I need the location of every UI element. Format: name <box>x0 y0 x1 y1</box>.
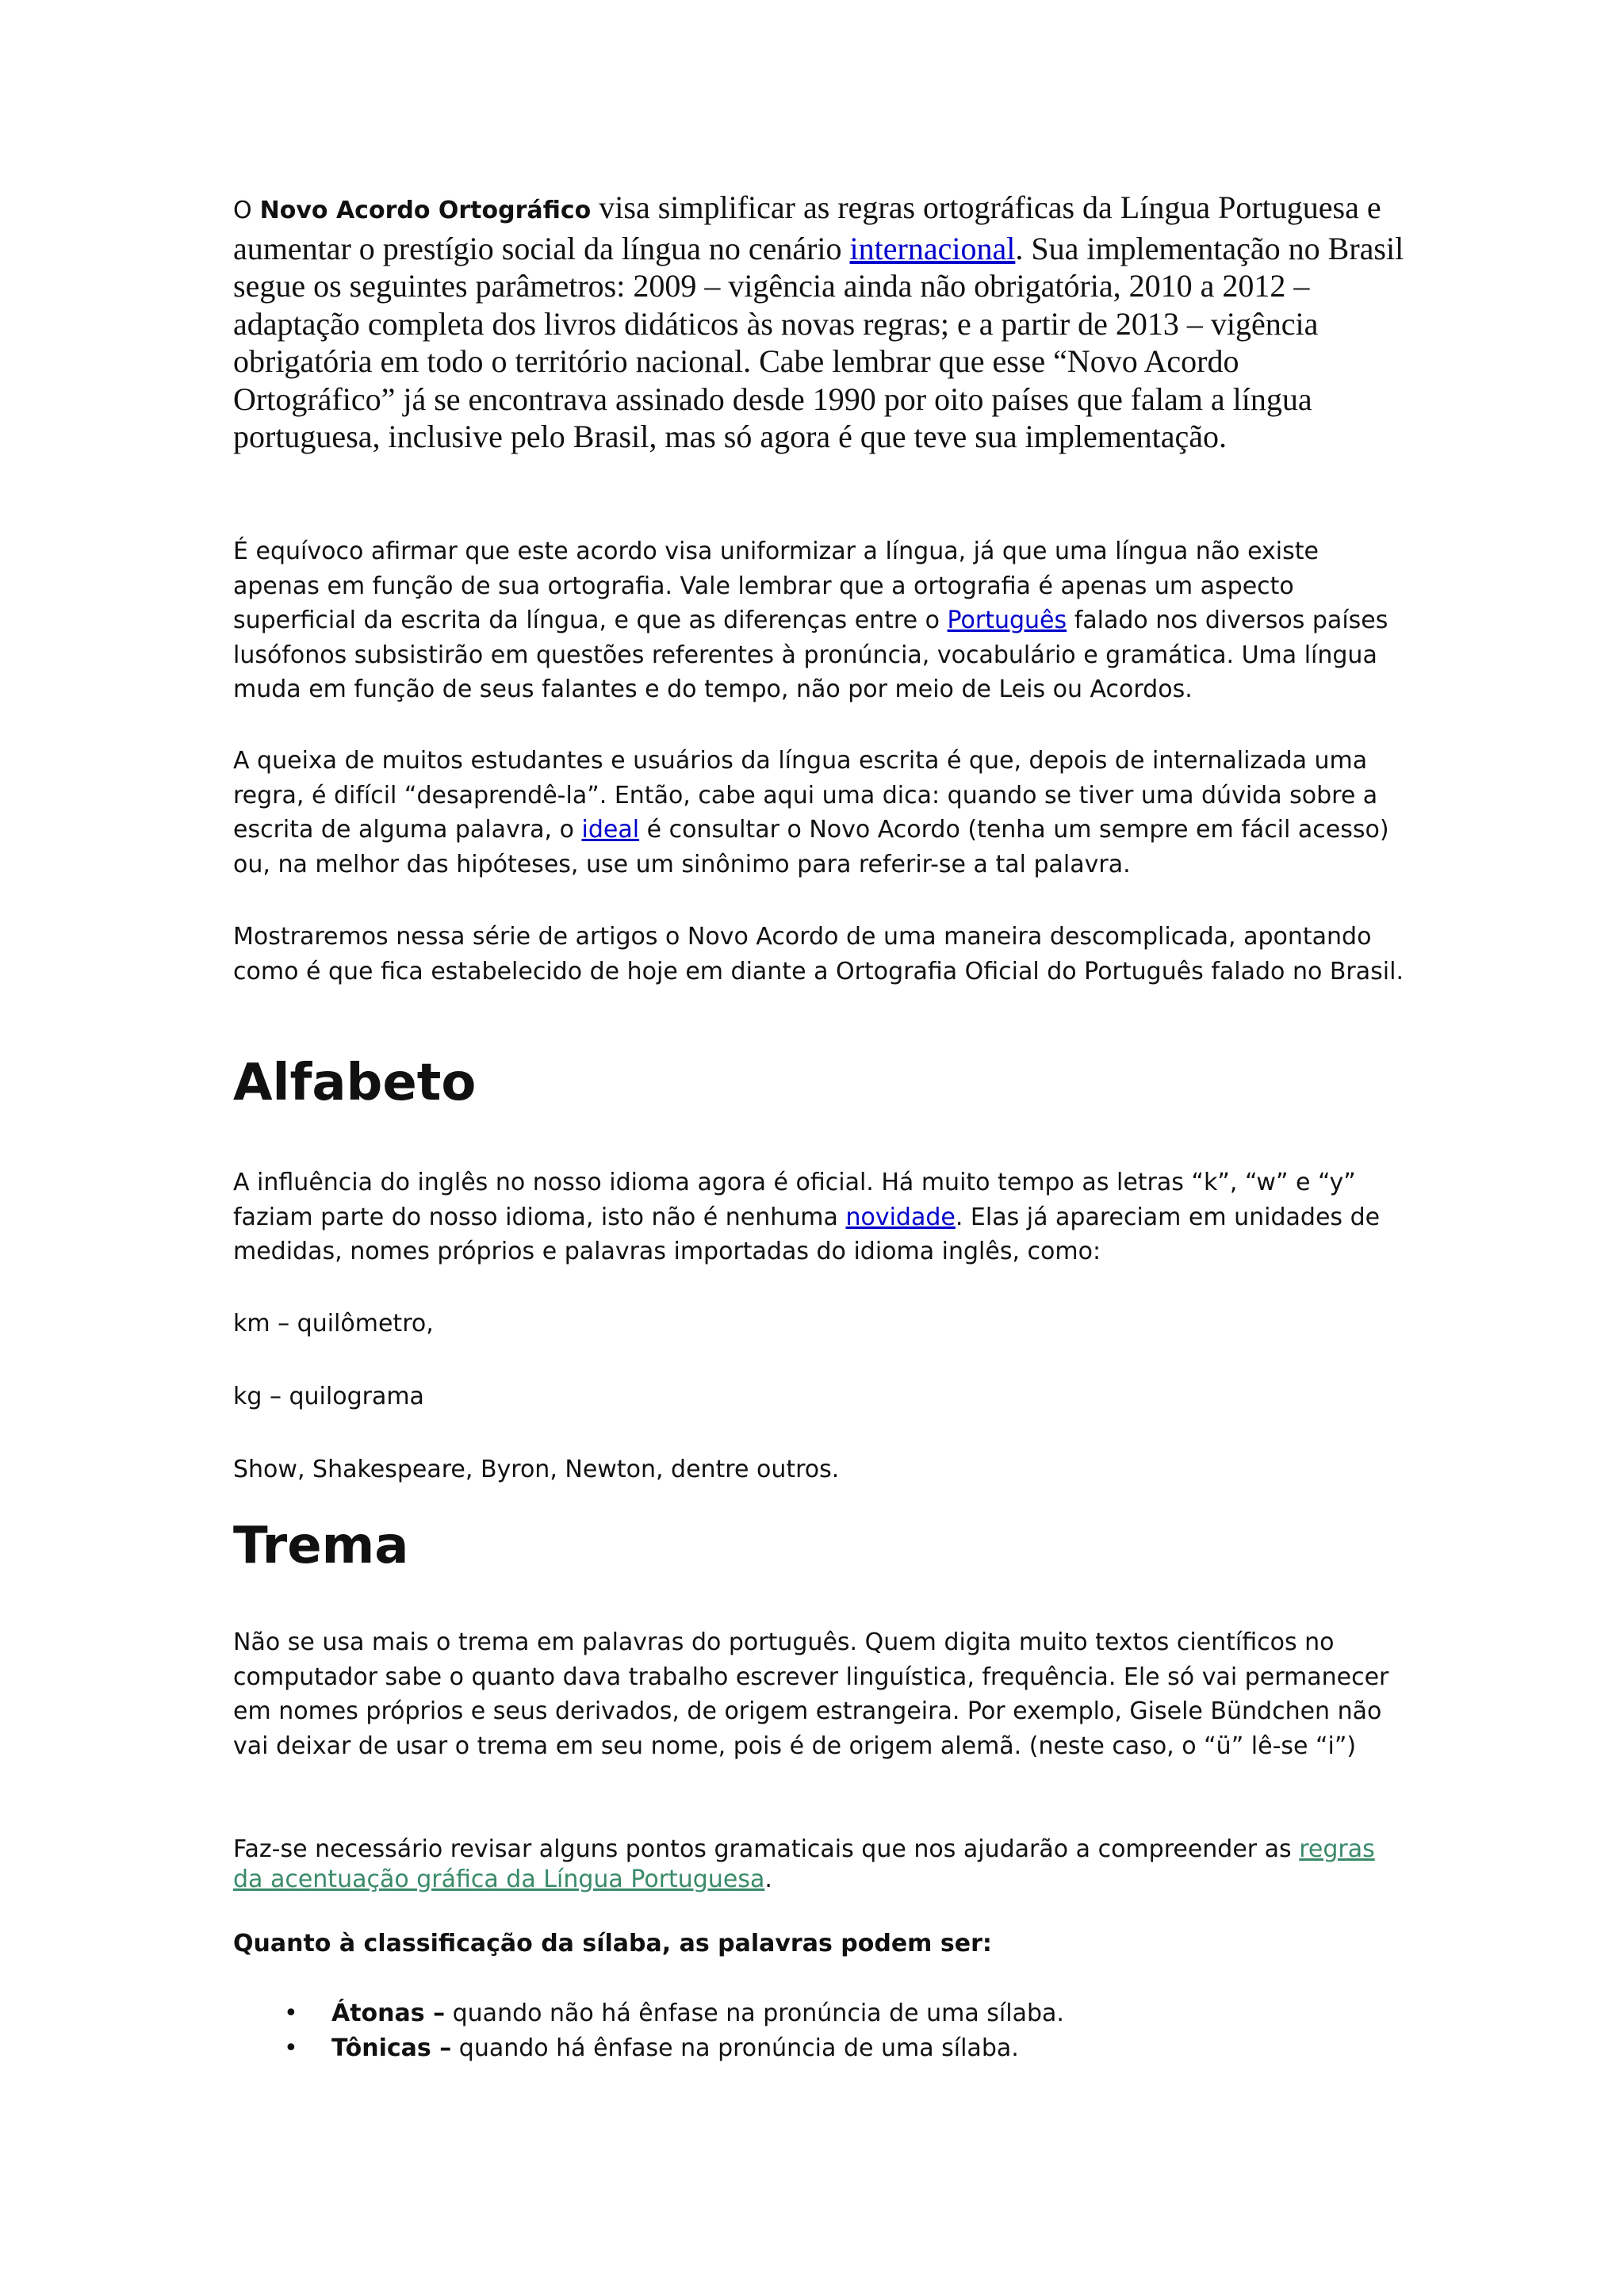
heading-alfabeto: Alfabeto <box>233 1054 477 1112</box>
revisar-text-1: Faz-se necessário revisar alguns pontos gramaticais que nos ajudarão a compreender as <box>233 1835 1292 1863</box>
paragraph-revisar <box>233 1835 1407 1895</box>
para2-text-1: É equívoco afirmar que este acordo visa uniformizar a língua, já que uma língua não existe apenas em função de sua ortografia. Vale lembrar que a ortografia é apenas um aspecto superficial da escrita da língua, e que as diferenças entre o <box>233 538 1319 634</box>
example-kg: kg – quilograma <box>233 1383 424 1410</box>
paragraph-alfabeto <box>233 1165 1407 1269</box>
paragraph-trema: Não se usa mais o trema em palavras do português. Quem digita muito textos científicos no computador sabe o quanto dava trabalho escrever linguística, frequência. Ele só vai permanecer em nomes próprios e seus derivados, de origem estrangeira. Por exemplo, Gisele Bündchen não vai deixar de usar o trema em seu nome, pois é de origem alemã. (neste caso, o “ü” lê-se “i”) <box>233 1628 1389 1760</box>
paragraph-queixa <box>233 744 1407 882</box>
intro-text-1: visa simplificar as regras ortográficas da Língua Portuguesa e aumentar o prestígio social da língua no cenário <box>233 189 1381 266</box>
bullet-term: Tônicas – <box>331 2034 452 2062</box>
bullet-term: Átonas – <box>331 1999 446 2027</box>
link-ideal[interactable]: ideal <box>581 816 640 844</box>
intro-lead-bold: Novo Acordo Ortográfico <box>259 197 592 224</box>
classification-heading: Quanto à classificação da sílaba, as palavras podem ser: <box>233 1930 992 1957</box>
bullet-desc: quando não há ênfase na pronúncia de uma sílaba. <box>452 1999 1064 2027</box>
list-item <box>233 2031 1407 2066</box>
example-names: Show, Shakespeare, Byron, Newton, dentre outros. <box>233 1456 840 1483</box>
list-item <box>233 1996 1407 2031</box>
link-regras-acentuacao[interactable]: regras da acentuação gráfica da Língua Portuguesa <box>233 1835 1375 1893</box>
intro-text-2: . Sua implementação no Brasil segue os seguintes parâmetros: 2009 – vigência ainda não obrigatória, 2010 a 2012 – adaptação completa dos livros didáticos às novas regras; e a partir de 2013 – vigência obrigatória em todo o território nacional. Cabe lembrar que esse “Novo Acordo Ortográfico” já se encontrava assinado desde 1990 por oito países que falam a língua portuguesa, inclusive pelo Brasil, mas só agora é que teve sua implementação. <box>233 230 1404 454</box>
heading-trema: Trema <box>233 1517 409 1575</box>
alfabeto-text-2: . Elas já apareciam em unidades de medidas, nomes próprios e palavras importadas do idioma inglês, como: <box>233 1203 1381 1265</box>
bullet-icon: • <box>284 1999 298 2027</box>
link-novidade[interactable]: novidade <box>845 1203 956 1231</box>
bullet-icon: • <box>284 2034 298 2062</box>
para3-text-1: A queixa de muitos estudantes e usuários da língua escrita é que, depois de internalizada uma regra, é difícil “desaprendê-la”. Então, cabe aqui uma dica: quando se tiver uma dúvida sobre a escrita de alguma palavra, o <box>233 747 1378 844</box>
intro-lead-o: O <box>233 197 252 224</box>
link-portugues[interactable]: Português <box>947 607 1067 634</box>
para2-text-2: falado nos diversos países lusófonos subsistirão em questões referentes à pronúncia, vocabulário e gramática. Uma língua muda em função de seus falantes e do tempo, não por meio de Leis ou Acordos. <box>233 607 1388 703</box>
bullet-desc: quando há ênfase na pronúncia de uma sílaba. <box>458 2034 1019 2062</box>
paragraph-acordo-lingua <box>233 534 1407 707</box>
paragraph-mostraremos: Mostraremos nessa série de artigos o Novo Acordo de uma maneira descomplicada, apontando como é que fica estabelecido de hoje em diante a Ortografia Oficial do Português falado no Brasil. <box>233 923 1404 985</box>
example-km: km – quilômetro, <box>233 1310 434 1337</box>
para3-text-2: é consultar o Novo Acordo (tenha um sempre em fácil acesso) ou, na melhor das hipóteses, use um sinônimo para referir-se a tal palavra. <box>233 816 1389 878</box>
alfabeto-text-1: A influência do inglês no nosso idioma agora é oficial. Há muito tempo as letras “k”, “w” e “y” faziam parte do nosso idioma, isto não é nenhuma <box>233 1169 1356 1231</box>
intro-paragraph <box>233 189 1407 456</box>
syllable-list <box>233 1996 1407 2065</box>
link-internacional[interactable]: internacional <box>849 230 1016 266</box>
revisar-text-2: . <box>764 1866 772 1893</box>
